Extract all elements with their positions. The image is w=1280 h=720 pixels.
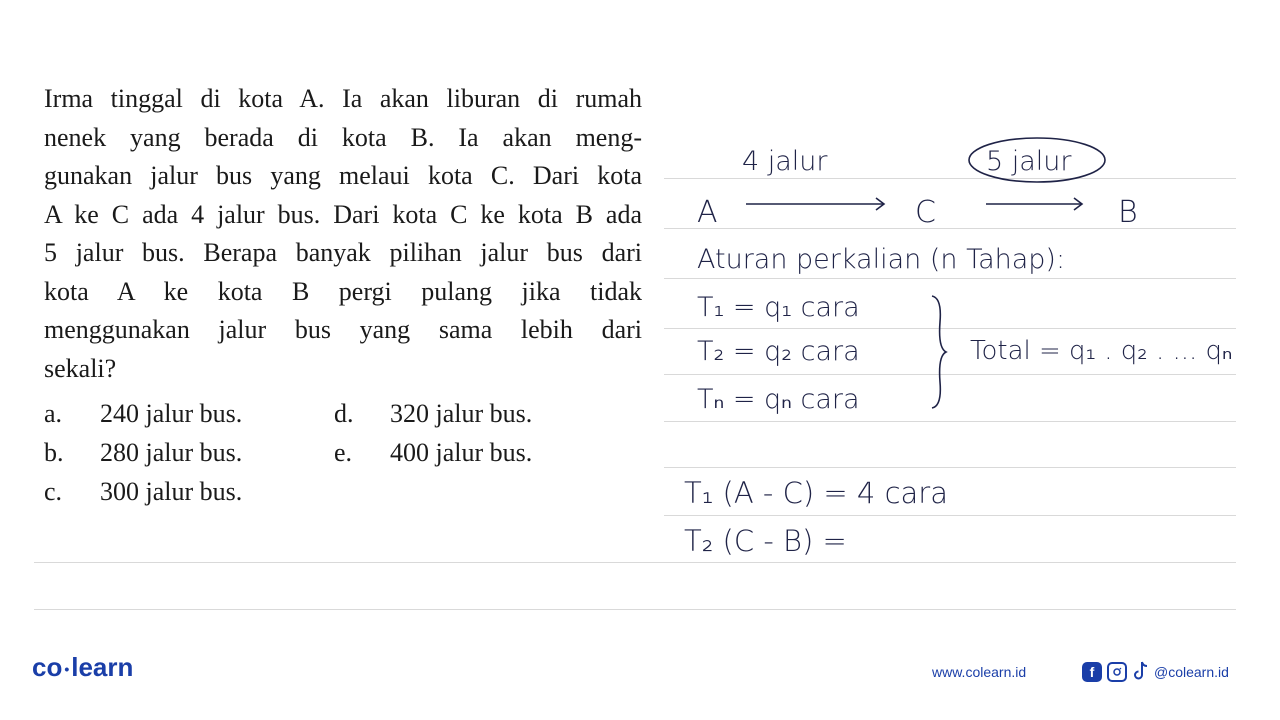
option-text: 320 jalur bus. <box>390 399 533 428</box>
option-b <box>44 438 242 468</box>
step-tn: Tₙ = qₙ cara <box>697 384 860 415</box>
logo-dot: • <box>64 661 70 678</box>
ruled-line <box>664 178 1236 179</box>
problem-line: nenek yang berada di kota B. Ia akan meng- <box>44 122 642 152</box>
problem-line: gunakan jalur bus yang melaui kota C. Dari kota <box>44 161 642 190</box>
option-label: c. <box>44 477 63 506</box>
ruled-line <box>34 609 1236 610</box>
option-text: 400 jalur bus. <box>390 438 533 467</box>
option-c <box>44 477 242 507</box>
option-e <box>334 438 532 468</box>
label-jalur-cb: 5 jalur <box>986 146 1072 177</box>
option-label: a. <box>44 399 63 428</box>
total-formula: Total = q₁ . q₂ . ... qₙ <box>970 336 1233 366</box>
ruled-line <box>664 278 1236 279</box>
option-text: 280 jalur bus. <box>100 438 243 467</box>
option-label: e. <box>334 438 353 467</box>
social-handle[interactable]: @colearn.id <box>1154 664 1229 680</box>
instagram-icon[interactable] <box>1107 662 1127 682</box>
label-jalur-ac: 4 jalur <box>742 146 828 177</box>
problem-line: sekali? <box>44 353 117 383</box>
ruled-line <box>664 467 1236 468</box>
step-t1: T₁ = q₁ cara <box>697 292 860 323</box>
problem-statement <box>44 80 642 388</box>
option-a <box>44 399 242 429</box>
problem-line: A ke C ada 4 jalur bus. Dari kota C ke kota B ada <box>44 199 642 229</box>
circle-mark <box>966 134 1108 186</box>
option-text: 240 jalur bus. <box>100 399 243 428</box>
calc-t2: T₂ (C - B) = <box>684 524 847 558</box>
arrow-c-to-b <box>984 196 1088 212</box>
problem-line: 5 jalur bus. Berapa banyak pilihan jalur bus dari <box>44 238 642 267</box>
colearn-logo <box>32 652 133 683</box>
ruled-line <box>34 562 1236 563</box>
node-c: C <box>915 195 936 230</box>
ruled-line <box>664 421 1236 422</box>
option-label: d. <box>334 399 354 428</box>
problem-line: kota A ke kota B pergi pulang jika tidak <box>44 276 642 306</box>
node-b: B <box>1118 195 1138 230</box>
node-a: A <box>697 195 718 230</box>
brace-mark <box>926 292 950 412</box>
option-label: b. <box>44 438 64 467</box>
ruled-line <box>664 515 1236 516</box>
step-t2: T₂ = q₂ cara <box>697 336 860 367</box>
arrow-a-to-c <box>744 196 890 212</box>
calc-t1: T₁ (A - C) = 4 cara <box>684 476 948 510</box>
problem-line: menggunakan jalur bus yang sama lebih dari <box>44 315 642 344</box>
website-link[interactable]: www.colearn.id <box>932 664 1027 680</box>
logo-co: co <box>32 652 63 682</box>
option-d <box>334 399 532 429</box>
option-text: 300 jalur bus. <box>100 477 243 506</box>
rule-title: Aturan perkalian (n Tahap): <box>697 244 1066 275</box>
ruled-line <box>664 228 1236 229</box>
ruled-line <box>664 374 1236 375</box>
tiktok-icon[interactable] <box>1133 660 1149 687</box>
problem-line: Irma tinggal di kota A. Ia akan liburan di rumah <box>44 84 642 113</box>
ruled-line <box>664 328 1236 329</box>
logo-learn: learn <box>71 652 134 682</box>
facebook-icon[interactable]: f <box>1082 662 1102 682</box>
